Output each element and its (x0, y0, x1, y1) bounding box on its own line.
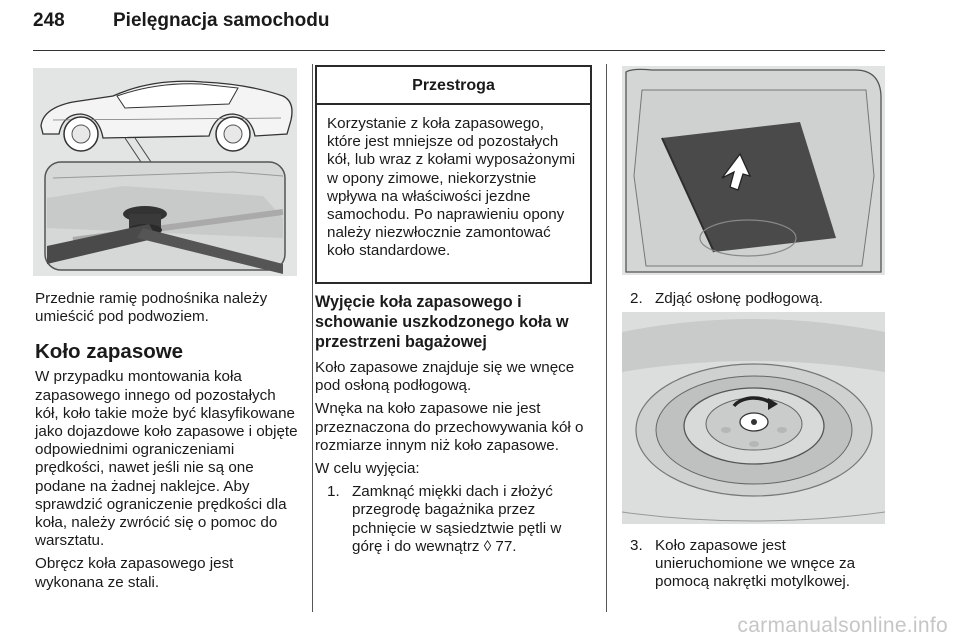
header-rule (33, 50, 885, 51)
step-1 (327, 483, 595, 556)
illustration-caption: Przednie ramię podnośnika należy umieścić pod podwoziem. (35, 290, 268, 326)
column-1-text (35, 290, 301, 597)
remove-paragraph-1: Koło zapasowe znajduje się we wnęce pod osłoną podłogową. (315, 359, 575, 395)
caution-title: Przestroga (317, 67, 590, 105)
caution-box (315, 65, 592, 284)
page-number: 248 (33, 10, 65, 31)
car-jack-point-illustration (33, 68, 297, 276)
spare-wheel-paragraph-2: Obręcz koła zapasowego jest wykonana ze stali. (35, 555, 234, 591)
page-header (33, 8, 885, 48)
step-2-item (630, 290, 892, 308)
heading-spare-wheel: Koło zapasowe (35, 340, 184, 364)
remove-paragraph-3: W celu wyjęcia: (315, 460, 420, 478)
step-2 (630, 290, 892, 308)
step-3-text: Koło zapasowe jest unieruchomione we wnęce za pomocą nakrętki motylkowej. (655, 537, 856, 591)
heading-remove-spare-wheel: Wyjęcie koła zapasowego i schowanie uszkodzonego koła w przestrzeni bagażowej (315, 293, 569, 351)
section-title: Pielęgnacja samochodu (113, 10, 330, 31)
remove-paragraph-2: Wnęka na koło zapasowe nie jest przeznaczona do przechowywania kół o rozmiarze innym niż koło zapasowe. (315, 400, 584, 454)
spare-wheel-well-illustration (622, 312, 885, 524)
step-3 (630, 537, 888, 592)
spare-wheel-paragraph-1: W przypadku montowania koła zapasowego innego od pozostałych kół, koło takie może być klasyfikowane jako dojazdowe koło zapasowe i objęte odpowiednimi ograniczeniami prędkości, nawet jeśli nie są one podane na żadnej naklejce. Aby sprawdzić ograniczenie prędkości dla koła, należy zwrócić się o pomoc do warsztatu. (35, 368, 298, 550)
step-3-item (630, 537, 888, 592)
step-1-number: 1. (327, 483, 340, 501)
step-1-text: Zamknąć miękki dach i złożyć przegrodę bagażnika przez pchnięcie w sąsiedztwie pętli w górę i do wewnątrz ◊ 77. (352, 483, 562, 555)
step-3-number: 3. (630, 537, 643, 554)
column-2-text (315, 292, 595, 556)
watermark: carmanualsonline.info (737, 614, 948, 637)
trunk-floor-cover-illustration (622, 66, 885, 275)
column-divider-1 (312, 64, 313, 612)
step-2-number: 2. (630, 290, 643, 307)
column-divider-2 (606, 64, 607, 612)
caution-text: Korzystanie z koła zapasowego, które jest mniejsze od pozostałych kół, lub wraz z kołami wyposażonymi w opony zimowe, niekorzystnie wpływa na właściwości jezdne samochodu. Po naprawieniu opony należy niezwłocznie zamontować koło standardowe. (327, 115, 576, 260)
step-2-text: Zdjąć osłonę podłogową. (655, 290, 824, 307)
